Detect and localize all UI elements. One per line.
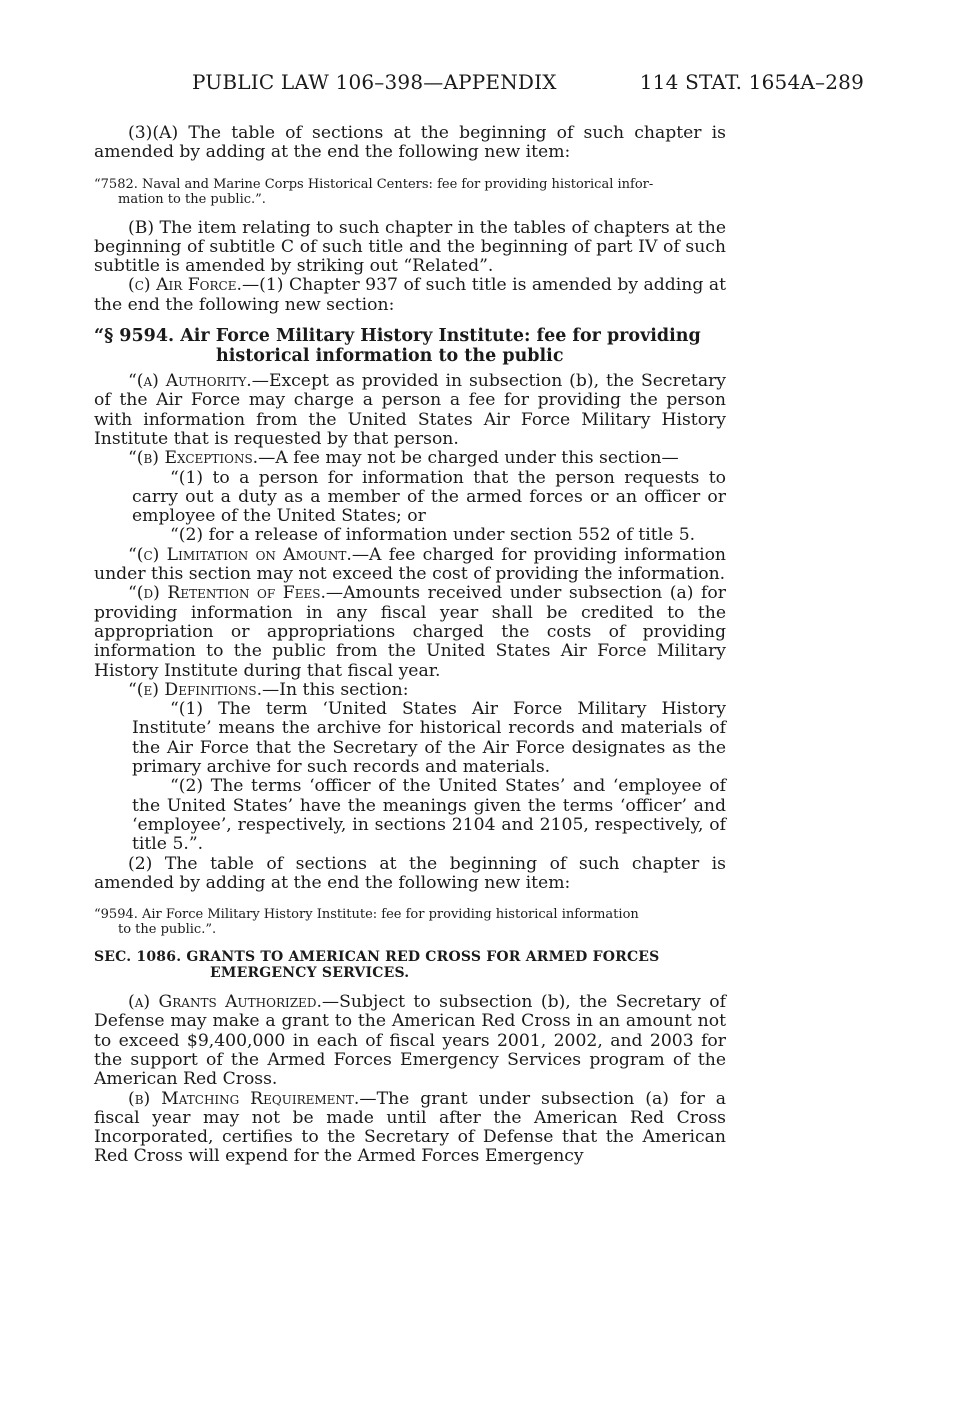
paragraph-c-air-force: [94, 276, 726, 315]
grants-authorized-label: (a) Grants Authorized.: [128, 992, 322, 1013]
matching-requirement-text: —The grant under subsection (a) for a fiscal year may not be made until after the American Red Cross Incorporated, certifies to the Secretary of Defense that the American Red Cross will expend for the Armed Forces Emergency: [94, 1088, 726, 1167]
subsection-c-text: —A fee charged for providing information under this section may not exceed the cost of providing the information.: [94, 544, 726, 585]
header-stat-page: 114 STAT. 1654A–289: [639, 70, 864, 94]
paragraph-3A: (3)(A) The table of sections at the beginning of such chapter is amended by adding at the end the following new item:: [94, 123, 726, 163]
paragraph-2: (2) The table of sections at the beginning of such chapter is amended by adding at the end the following new item:: [94, 853, 726, 893]
subsection-b-label: “(b) Exceptions.: [128, 448, 259, 469]
grants-authorized-text: —Subject to subsection (b), the Secretary of Defense may make a grant to the American Red Cross in an amount not to exceed $9,400,000 in each of fiscal years 2001, 2002, and 2003 for the support of the Armed Forces Emergency Services program of the American Red Cross.: [94, 992, 726, 1090]
paragraph-c-text: —(1) Chapter 937 of such title is amended by adding at the end the following new section:: [94, 275, 726, 315]
subsection-a-authority: [94, 372, 726, 449]
subsection-a-text: —Except as provided in subsection (b), the Secretary of the Air Force may charge a person a fee for providing the person with information from the United States Air Force Military History Institute that is requested by that person.: [94, 371, 727, 449]
subsection-e-definitions: [94, 681, 726, 700]
subsection-c-limitation: [94, 546, 726, 585]
matching-requirement-label: (b) Matching Requirement.: [128, 1088, 360, 1109]
section-9594-heading-line1: “§ 9594. Air Force Military History Institute: fee for providing: [94, 326, 701, 347]
section-9594-heading-line2: historical information to the public: [216, 345, 564, 366]
grants-authorized: [94, 993, 726, 1089]
header-law-title: PUBLIC LAW 106–398—APPENDIX: [192, 70, 557, 94]
paragraph-3B: (B) The item relating to such chapter in the tables of chapters at the beginning of subtitle C of such title and the beginning of part IV of such subtitle is amended by striking out “Related”.: [94, 217, 726, 277]
paragraph-e2: “(2) The terms ‘officer of the United States’ and ‘employee of the United States’ have the meanings given the terms ‘officer’ and ‘employee’, respectively, in sections 2104 and 2105, respectively, of title 5.”.: [132, 776, 726, 855]
subsection-e-text: —In this section:: [262, 679, 409, 700]
matching-requirement: [94, 1090, 726, 1167]
subsection-d-text: —Amounts received under subsection (a) for providing information in any fiscal year shall be credited to the appropriation or appropriations charged the costs of providing information to the public from the United States Air Force Military History Institute during that fiscal year.: [94, 583, 726, 681]
subsection-a-label: “(a) Authority.: [128, 371, 252, 392]
paragraph-b2: “(2) for a release of information under section 552 of title 5.: [170, 525, 696, 546]
table-item-9594: [94, 907, 726, 937]
subsection-b-text: —A fee may not be charged under this section—: [258, 448, 679, 469]
subsection-d-label: “(d) Retention of Fees.: [128, 583, 326, 604]
subsection-d-retention: [94, 584, 726, 680]
section-9594-heading: [94, 327, 726, 366]
paragraph-c-label: (c) Air Force.: [128, 275, 242, 296]
running-header: [94, 70, 864, 94]
section-1086-heading-line1: SEC. 1086. GRANTS TO AMERICAN RED CROSS FOR ARMED FORCES: [94, 949, 660, 966]
document-page: [94, 70, 864, 1167]
section-1086-heading-line2: EMERGENCY SERVICES.: [210, 965, 410, 982]
subsection-b-exceptions: [94, 449, 726, 468]
table-item-7582-line1: “7582. Naval and Marine Corps Historical Centers: fee for providing historical infor-: [94, 176, 654, 192]
table-item-9594-line1: “9594. Air Force Military History Institute: fee for providing historical information: [94, 907, 639, 923]
section-1086-heading: [94, 949, 726, 981]
table-item-9594-line2: to the public.”.: [118, 922, 217, 938]
subsection-c-label: “(c) Limitation on Amount.: [128, 544, 352, 565]
table-item-7582: [94, 177, 726, 207]
paragraph-b1: “(1) to a person for information that the person requests to carry out a duty as a member of the armed forces or an officer or employee of the United States; or: [132, 467, 726, 527]
table-item-7582-line2: mation to the public.”.: [118, 191, 266, 207]
subsection-e-label: “(e) Definitions.: [128, 679, 263, 700]
paragraph-e1: “(1) The term ‘United States Air Force Military History Institute’ means the archive for historical records and materials of the Air Force that the Secretary of the Air Force designates as the primary archive for such records and materials.: [132, 699, 726, 778]
